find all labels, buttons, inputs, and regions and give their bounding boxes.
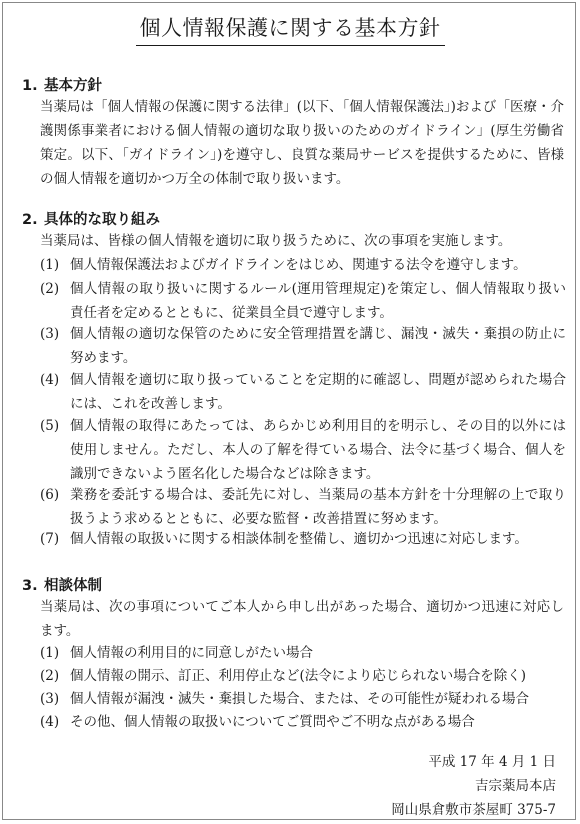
section-number: 2. xyxy=(22,212,38,228)
item-text: 業務を委託する場合は、委託先に対し、当薬局の基本方針を十分理解の上で取り扱うよう求めるとともに、必要な監督・改善措置に努めます。 xyxy=(70,487,566,527)
item-text: 個人情報を適切に取り扱っていることを定期的に確認し、問題が認められた場合には、これを改善します。 xyxy=(70,372,566,412)
list-item xyxy=(40,414,566,486)
item-marker: (6) xyxy=(40,487,60,503)
section-3-intro: 当薬局は、次の事項についてご本人から申し出があった場合、適切かつ迅速に対応します。 xyxy=(40,599,564,639)
list-item xyxy=(40,483,566,531)
list-item xyxy=(40,710,566,734)
item-text: 個人情報の利用目的に同意しがたい場合 xyxy=(70,645,313,661)
item-text: 個人情報の取り扱いに関するルール(運用管理規定)を策定し、個人情報取り扱い責任者を定めるとともに、従業員全員で遵守します。 xyxy=(70,281,566,321)
list-item xyxy=(40,641,566,665)
signature-address: 岡山県倉敷市茶屋町 375-7 xyxy=(391,802,556,818)
item-text: 個人情報が漏洩・滅失・棄損した場合、または、その可能性が疑われる場合 xyxy=(70,691,529,707)
signature-store: 吉宗薬局本店 xyxy=(475,778,556,794)
section-title: 相談体制 xyxy=(44,578,102,594)
list-item xyxy=(40,527,566,551)
item-marker: (4) xyxy=(40,372,60,388)
signature-date: 平成 17 年 4 月 1 日 xyxy=(428,754,556,770)
section-title: 具体的な取り組み xyxy=(44,212,160,228)
item-marker: (7) xyxy=(40,531,60,547)
section-3-heading xyxy=(22,574,102,595)
section-1-heading xyxy=(22,74,102,95)
section-number: 3. xyxy=(22,578,38,594)
page-title xyxy=(0,12,580,46)
item-marker: (2) xyxy=(40,281,60,297)
item-marker: (1) xyxy=(40,645,60,661)
item-text: その他、個人情報の取扱いについてご質問やご不明な点がある場合 xyxy=(70,714,475,730)
section-2-intro: 当薬局は、皆様の個人情報を適切に取り扱うために、次の事項を実施します。 xyxy=(40,233,512,249)
list-item xyxy=(40,322,566,370)
list-item xyxy=(40,253,566,277)
item-marker: (5) xyxy=(40,418,60,434)
item-marker: (2) xyxy=(40,668,60,684)
title-text: 個人情報保護に関する基本方針 xyxy=(136,12,445,46)
item-text: 個人情報の取扱いに関する相談体制を整備し、適切かつ迅速に対応します。 xyxy=(70,531,528,547)
item-marker: (4) xyxy=(40,714,60,730)
item-text: 個人情報保護法およびガイドラインをはじめ、関連する法令を遵守します。 xyxy=(70,257,527,273)
list-item xyxy=(40,277,566,325)
section-1-body: 当薬局は「個人情報の保護に関する法律」(以下、「個人情報保護法」)および「医療・介護関係事業者における個人情報の適切な取り扱いのためのガイドライン」(厚生労働省策定。以下、「ガイドライン」)を遵守し、良質な薬局サービスを提供するために、皆様の個人情報を適切かつ万全の体制で取り扱います。 xyxy=(40,99,564,187)
section-title: 基本方針 xyxy=(44,78,102,94)
section-number: 1. xyxy=(22,78,38,94)
section-2-heading xyxy=(22,208,160,229)
item-text: 個人情報の適切な保管のために安全管理措置を講じ、漏洩・滅失・棄損の防止に努めます。 xyxy=(70,326,566,366)
item-marker: (1) xyxy=(40,257,60,273)
list-item xyxy=(40,368,566,416)
list-item xyxy=(40,687,566,711)
item-text: 個人情報の開示、訂正、利用停止など(法令により応じられない場合を除く) xyxy=(70,668,527,684)
item-text: 個人情報の取得にあたっては、あらかじめ利用目的を明示し、その目的以外には使用しません。ただし、本人の了解を得ている場合、法令に基づく場合、個人を識別できないよう匿名化した場合などは除きます。 xyxy=(70,418,566,482)
item-marker: (3) xyxy=(40,326,60,342)
item-marker: (3) xyxy=(40,691,60,707)
list-item xyxy=(40,664,566,688)
